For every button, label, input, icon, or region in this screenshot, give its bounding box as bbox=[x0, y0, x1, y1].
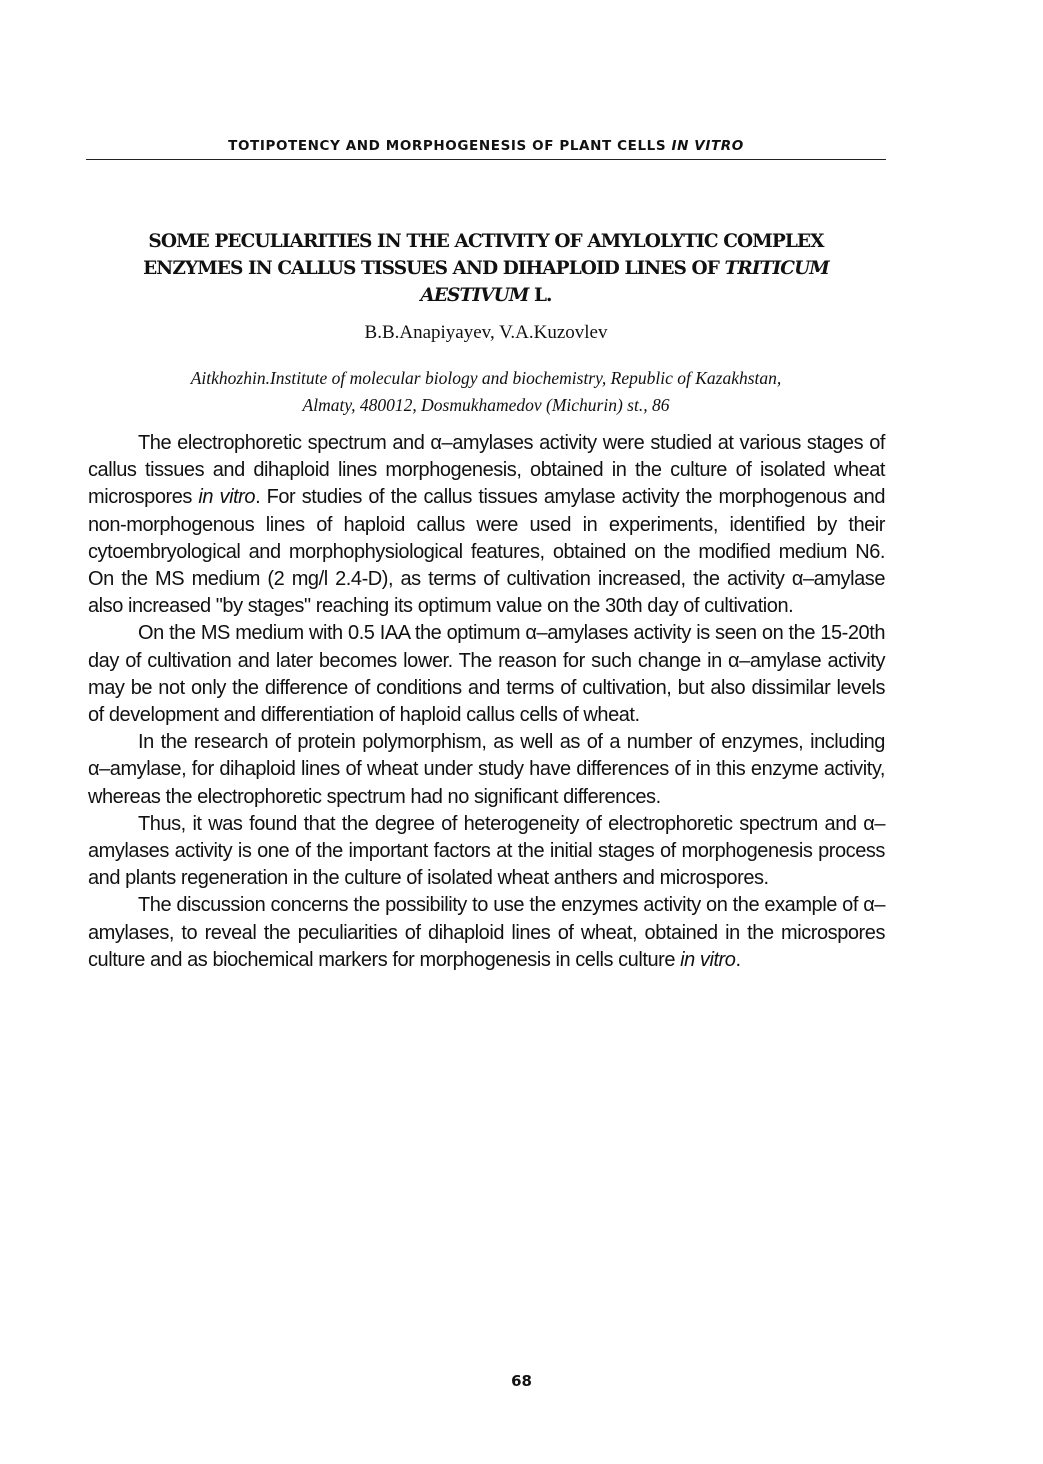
title-line-2 bbox=[96, 255, 876, 282]
running-header-text: TOTIPOTENCY AND MORPHOGENESIS OF PLANT CELLS bbox=[228, 138, 667, 154]
paragraph-2: On the MS medium with 0.5 IAA the optimum α–amylases activity is seen on the 15-20th day of cultivation and later becomes lower. The reason for such change in α–amylase activity may be not only the difference of conditions and terms of cultivation, but also dissimilar levels of development and differentiation of haploid callus cells of wheat. bbox=[88, 622, 885, 727]
paragraph-1 bbox=[88, 430, 885, 620]
running-header-italic: IN VITRO bbox=[671, 138, 744, 154]
paper-title bbox=[96, 228, 876, 309]
header-rule bbox=[86, 159, 886, 160]
affiliation bbox=[86, 365, 886, 419]
paragraph-1-text-b: . For studies of the callus tissues amylase activity the morphogenous and non-morphogenous lines of haploid callus were used in experiments, identified by their cytoembryological and morphophysiological features, obtained on the modified medium N6. On the MS medium (2 mg/l 2.4-D), as terms of cultivation increased, the activity α–amylase also increased "by stages" reaching its optimum value on the 30th day of cultivation. bbox=[88, 486, 885, 618]
paragraph-5-text-a: The discussion concerns the possibility to use the enzymes activity on the example of α–amylases, to reveal the peculiarities of dihaploid lines of wheat, obtained in the microspores culture and as biochemical markers for morphogenesis in cells culture bbox=[88, 894, 885, 971]
title-line-3-text: L. bbox=[533, 285, 552, 306]
affiliation-line-2: Almaty, 480012, Dosmukhamedov (Michurin) st., 86 bbox=[302, 395, 670, 415]
authors: B.B.Anapiyayev, V.A.Kuzovlev bbox=[364, 322, 608, 343]
paragraph-3: In the research of protein polymorphism, as well as of a number of enzymes, including α–amylase, for dihaploid lines of wheat under study have differences of in this enzyme activity, whereas the electrophoretic spectrum had no significant differences. bbox=[88, 731, 885, 808]
title-line-1: SOME PECULIARITIES IN THE ACTIVITY OF AMYLOLYTIC COMPLEX bbox=[148, 231, 824, 252]
paragraph-1-text-a: The electrophoretic spectrum and α–amylases activity were studied at various stages of callus tissues and dihaploid lines morphogenesis, obtained in the culture of isolated wheat microspores bbox=[88, 432, 885, 509]
abstract-body bbox=[88, 430, 885, 974]
running-header bbox=[86, 138, 886, 154]
title-line-2-text: ENZYMES IN CALLUS TISSUES AND DIHAPLOID LINES OF bbox=[143, 258, 719, 279]
paragraph-5 bbox=[88, 892, 885, 974]
title-line-3 bbox=[96, 282, 876, 309]
title-species-genus: TRITICUM bbox=[724, 258, 829, 279]
page-number: 68 bbox=[511, 1372, 532, 1390]
paragraph-4: Thus, it was found that the degree of heterogeneity of electrophoretic spectrum and α–amylases activity is one of the important factors at the initial stages of morphogenesis process and plants regeneration in the culture of isolated wheat anthers and microspores. bbox=[88, 812, 885, 890]
title-species-epithet: AESTIVUM bbox=[420, 285, 529, 306]
paragraph-5-italic: in vitro bbox=[680, 948, 736, 971]
paragraph-1-italic: in vitro bbox=[198, 486, 256, 509]
paragraph-5-text-b: . bbox=[735, 948, 741, 971]
affiliation-line-1: Aitkhozhin.Institute of molecular biology and biochemistry, Republic of Kazakhstan, bbox=[190, 368, 782, 388]
